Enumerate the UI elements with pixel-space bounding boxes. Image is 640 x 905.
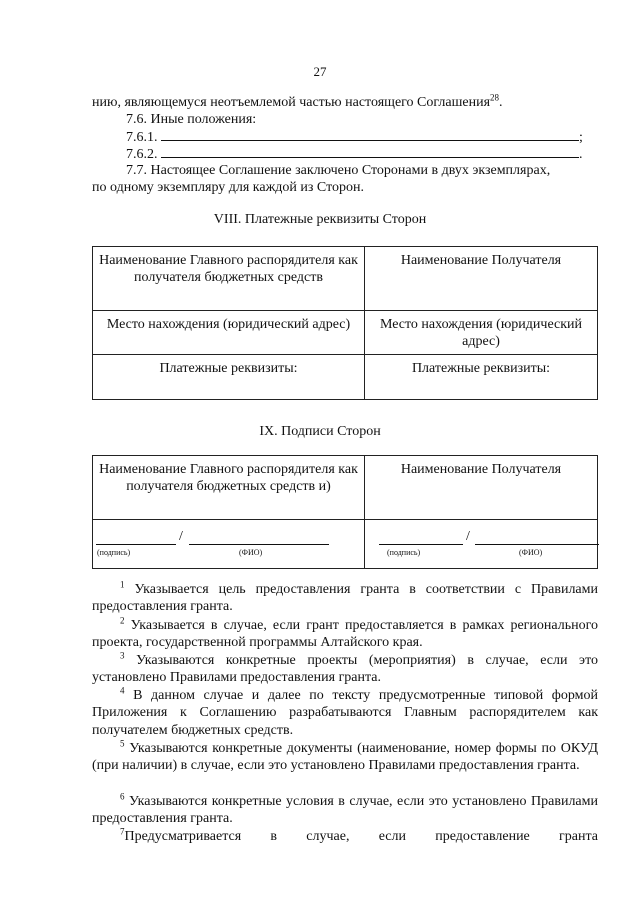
footnote-number: 6 (120, 791, 125, 802)
footnote-number: 7 (120, 826, 125, 837)
slash: / (179, 529, 183, 544)
period: . (499, 95, 503, 110)
signature-caption: (подпись) (387, 548, 421, 557)
cell-recipient-name: Наименование Получателя (365, 247, 598, 311)
footnote-number: 3 (120, 650, 125, 661)
signature-caption: (подпись) (97, 548, 131, 557)
cell-recipient-payment: Платежные реквизиты: (365, 355, 598, 400)
sig-cell-grantor-name: Наименование Главного распорядителя как получателя бюджетных средств и) (93, 456, 365, 520)
footnote-4 (92, 687, 598, 739)
item-7-6-1 (126, 128, 583, 146)
item-7-7-line2: по одному экземпляру для каждой из Сторон. (92, 180, 365, 195)
item-7-6-1-label: 7.6.1. (126, 130, 158, 145)
semicolon: ; (579, 130, 583, 145)
page-number: 27 (313, 64, 327, 79)
section-8-title: VIII. Платежные реквизиты Сторон (213, 212, 427, 227)
item-7-7-line1: 7.7. Настоящее Соглашение заключено Сторонами в двух экземплярах, (126, 163, 551, 178)
item-7-6-2-blank (161, 145, 579, 158)
footnote-number: 1 (120, 579, 125, 590)
footnote-6 (92, 793, 598, 828)
cell-grantor-name: Наименование Главного распорядителя как получателя бюджетных средств (93, 247, 365, 311)
cell-grantor-address: Место нахождения (юридический адрес) (93, 311, 365, 355)
footnote-7 (92, 828, 598, 845)
footnote-number: 2 (120, 615, 125, 626)
footnote-5 (92, 740, 598, 775)
footnote-text: В данном случае и далее по тексту предусмотренные типовой формой Приложения к Соглашению разрабатываются Главным распорядителем как получателем бюджетных средств. (92, 688, 598, 738)
continuation-text: нию, являющемуся неотъемлемой частью настоящего Соглашения (92, 95, 491, 110)
sig-cell-recipient (365, 520, 598, 569)
item-7-6: 7.6. Иные положения: (126, 112, 257, 127)
footnote-text: Указывается в случае, если грант предоставляется в рамках регионального проекта, государственной программы Алтайского края. (92, 618, 599, 651)
footnote-2 (92, 617, 598, 652)
fio-caption: (ФИО) (239, 548, 263, 557)
footnote-text: Указываются конкретные проекты (мероприятия) в случае, если это установлено Правилами предоставления гранта. (92, 653, 599, 686)
slash: / (466, 529, 470, 544)
footnote-number: 4 (120, 685, 125, 696)
footnote-1 (92, 581, 598, 616)
footnote-text: Указываются конкретные условия в случае, если это установлено Правилами предоставления гранта. (92, 794, 598, 827)
continuation-line (92, 94, 503, 111)
item-7-6-2-label: 7.6.2. (126, 147, 158, 162)
section-9-title: IX. Подписи Сторон (259, 424, 381, 439)
signature-block-recipient (365, 520, 597, 568)
footnote-3 (92, 652, 598, 687)
footnote-number: 5 (120, 738, 125, 749)
footnote-text: Указывается цель предоставления гранта в соответствии с Правилами предоставления гранта. (92, 582, 598, 615)
sig-cell-recipient-name: Наименование Получателя (365, 456, 598, 520)
footnote-ref-28: 28 (490, 92, 500, 103)
item-7-6-1-blank (161, 128, 579, 141)
sig-cell-grantor (93, 520, 365, 569)
footnote-text: Предусматривается в случае, если предоставление гранта (124, 829, 598, 844)
cell-recipient-address: Место нахождения (юридический адрес) (365, 311, 598, 355)
payment-details-table (92, 246, 598, 400)
signatures-table (92, 455, 598, 569)
item-7-6-2 (126, 145, 583, 163)
cell-grantor-payment: Платежные реквизиты: (93, 355, 365, 400)
fio-caption: (ФИО) (519, 548, 543, 557)
period: . (579, 147, 583, 162)
signature-block-grantor (93, 520, 364, 568)
footnote-text: Указываются конкретные документы (наименование, номер формы по ОКУД (при наличии) в случае, если это установлено Правилами предоставления гранта. (92, 741, 598, 774)
